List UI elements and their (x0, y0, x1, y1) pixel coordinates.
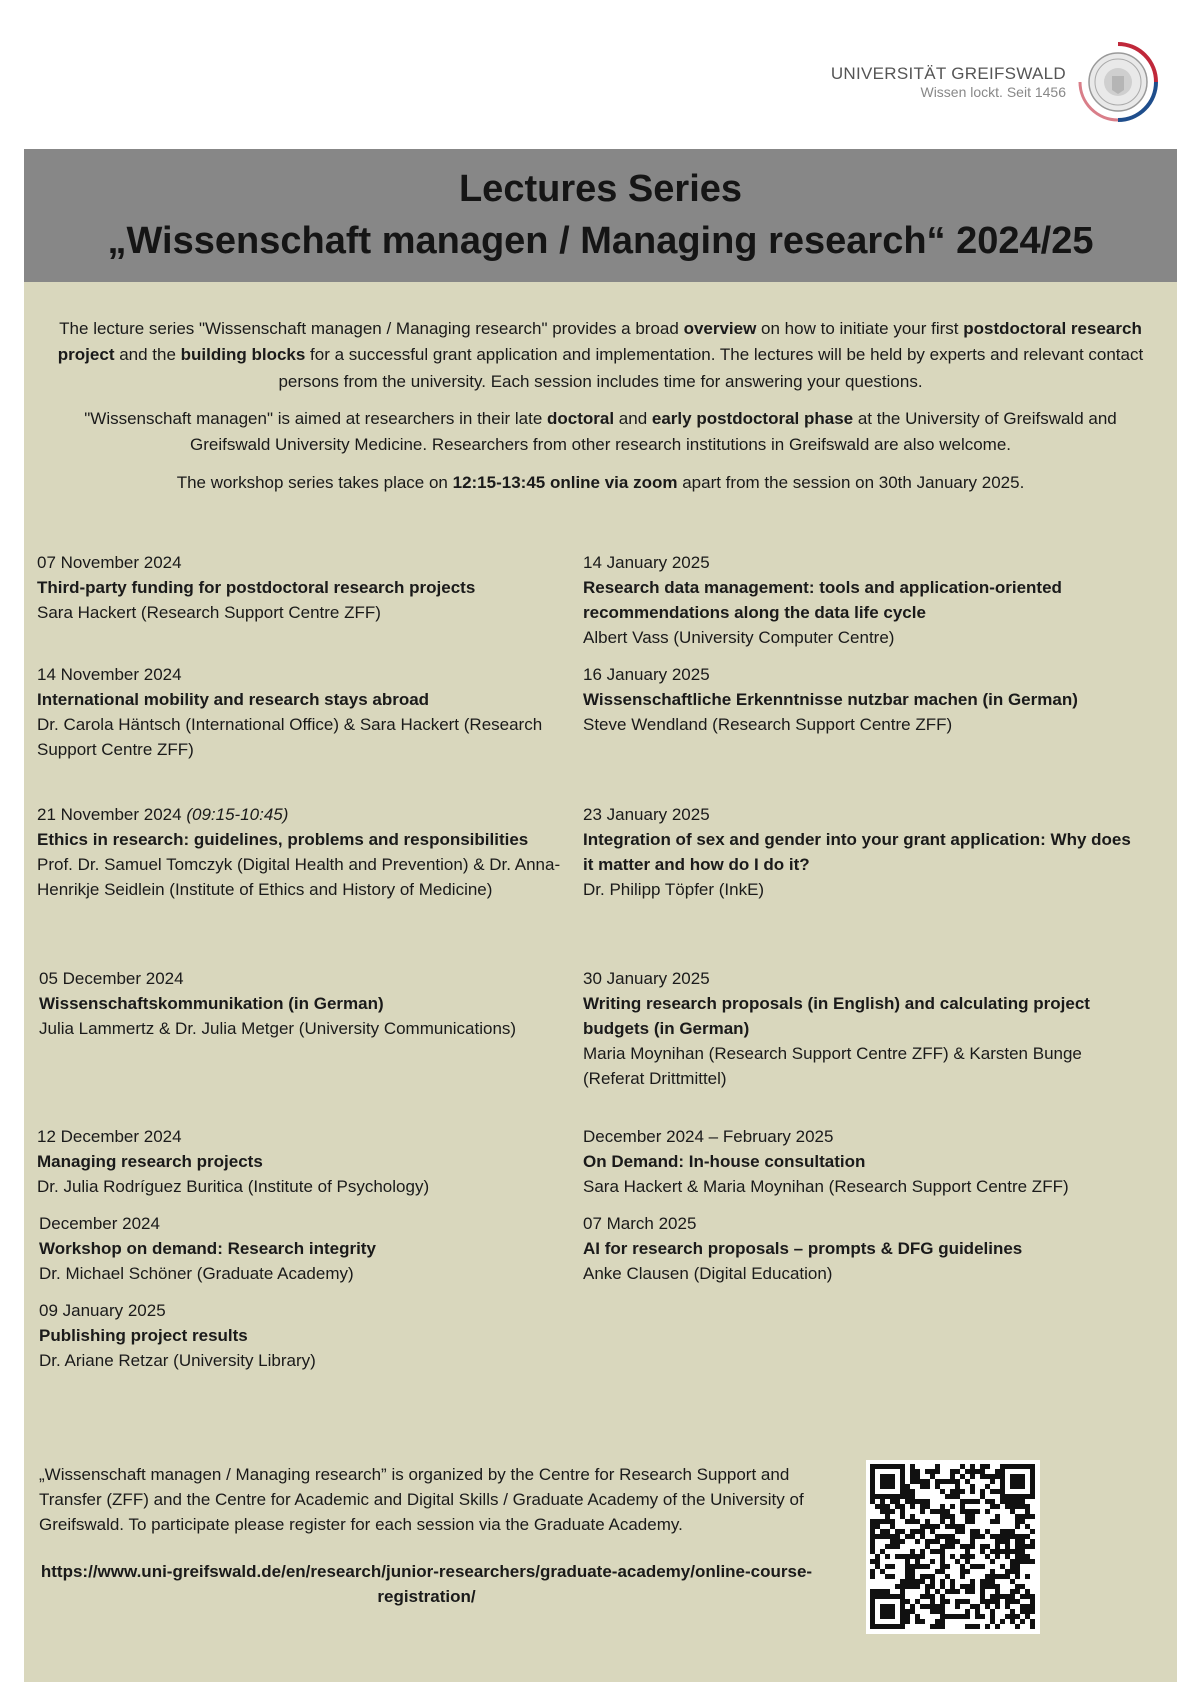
session-title: International mobility and research stays abroad (37, 690, 430, 709)
session-title: On Demand: In-house consultation (583, 1152, 866, 1171)
session-date: 07 November 2024 (37, 553, 182, 572)
session-title: Research data management: tools and application-oriented recommendations along the data life cycle (583, 578, 1062, 622)
session-date: 05 December 2024 (39, 969, 184, 988)
session-date (37, 802, 567, 827)
session-title: Writing research proposals (in English) and calculating project budgets (in German) (583, 994, 1090, 1038)
session-title: Integration of sex and gender into your grant application: Why does it matter and how do I do it? (583, 830, 1131, 874)
session-speaker: Dr. Julia Rodríguez Buritica (Institute of Psychology) (37, 1177, 430, 1196)
text: for a successful grant application and implementation. The lectures will be held by experts and relevant contact persons from the university. Each session includes time for answering your questions. (278, 345, 1144, 391)
session-item (583, 662, 1143, 737)
session-title: AI for research proposals – prompts & DFG guidelines (583, 1239, 1023, 1258)
session-item (39, 1211, 569, 1286)
session-date: 14 November 2024 (37, 665, 182, 684)
university-logo (831, 40, 1160, 124)
session-speaker: Dr. Michael Schöner (Graduate Academy) (39, 1264, 354, 1283)
session-date: 09 January 2025 (39, 1301, 166, 1320)
session-title: Ethics in research: guidelines, problems and responsibilities (37, 830, 529, 849)
session-speaker: Dr. Carola Häntsch (International Office) & Sara Hackert (Research Support Centre ZFF) (37, 715, 543, 759)
series-title: „Wissenschaft managen / Managing research“ 2024/25 (107, 219, 1094, 262)
text: The workshop series takes place on (176, 472, 453, 492)
session-item (39, 1298, 569, 1373)
registration-link[interactable]: https://www.uni-greifswald.de/en/research/junior-researchers/graduate-academy/online-course-registration/ (40, 1562, 813, 1606)
session-speaker: Sara Hackert (Research Support Centre ZFF) (37, 603, 381, 622)
intro-paragraph-3 (44, 470, 1157, 496)
title-banner (24, 149, 1177, 282)
session-speaker: Steve Wendland (Research Support Centre ZFF) (583, 715, 953, 734)
text: apart from the session on 30th January 2025. (677, 472, 1025, 492)
session-item (39, 966, 569, 1041)
text: "Wissenschaft managen" is aimed at researchers in their late (84, 409, 548, 429)
session-title: Third-party funding for postdoctoral research projects (37, 578, 476, 597)
session-date: December 2024 (39, 1214, 160, 1233)
session-date: December 2024 – February 2025 (583, 1127, 834, 1146)
emphasis: 12:15-13:45 online via zoom (452, 472, 678, 492)
session-date: 16 January 2025 (583, 665, 710, 684)
emphasis: doctoral (547, 409, 615, 429)
session-item (37, 802, 567, 902)
session-date: 30 January 2025 (583, 969, 710, 988)
organizer-note: „Wissenschaft managen / Managing research” is organized by the Centre for Research Support and Transfer (ZFF) and the Centre for Academic and Digital Skills / Graduate Academy of the University of Greifswald. To participate please register for each session via the Graduate Academy. (39, 1465, 804, 1534)
logo-tagline: Wissen lockt. Seit 1456 (920, 83, 1066, 100)
logo-text (831, 64, 1066, 100)
intro-paragraph-1 (44, 316, 1157, 395)
session-date: 12 December 2024 (37, 1127, 182, 1146)
seal-icon (1076, 40, 1160, 124)
session-item (37, 662, 567, 762)
text: at the University of Greifswald and Greifswald University Medicine. Researchers from other research institutions in Greifswald are also welcome. (189, 409, 1117, 455)
emphasis: overview (683, 319, 757, 338)
session-item (583, 1124, 1143, 1199)
text: The lecture series "Wissenschaft managen / Managing research" provides a broad (59, 319, 684, 338)
session-item (583, 966, 1143, 1091)
logo-name: UNIVERSITÄT GREIFSWALD (830, 64, 1066, 84)
session-time-note: (09:15-10:45) (186, 805, 289, 824)
session-date-text: 21 November 2024 (37, 805, 182, 824)
session-speaker: Julia Lammertz & Dr. Julia Metger (University Communications) (39, 1019, 517, 1038)
session-item (583, 550, 1143, 650)
emphasis: building blocks (180, 345, 306, 365)
session-speaker: Sara Hackert & Maria Moynihan (Research Support Centre ZFF) (583, 1177, 1069, 1196)
session-title: Managing research projects (37, 1152, 263, 1171)
session-item (583, 1211, 1143, 1286)
session-date: 14 January 2025 (583, 553, 710, 572)
session-speaker: Dr. Ariane Retzar (University Library) (39, 1351, 316, 1370)
qr-code-icon[interactable] (866, 1460, 1040, 1634)
emphasis: postdoctoral research project (57, 319, 1142, 365)
text: and (614, 409, 652, 429)
session-title: Wissenschaftskommunikation (in German) (39, 994, 384, 1013)
session-speaker: Anke Clausen (Digital Education) (583, 1264, 833, 1283)
intro-paragraph-2 (44, 406, 1157, 459)
text: and the (114, 345, 181, 365)
session-title: Wissenschaftliche Erkenntnisse nutzbar machen (in German) (583, 690, 1078, 709)
session-item (37, 550, 567, 625)
session-speaker: Prof. Dr. Samuel Tomczyk (Digital Health and Prevention) & Dr. Anna-Henrikje Seidlein (Institute of Ethics and History of Medicine) (37, 855, 561, 899)
session-speaker: Albert Vass (University Computer Centre) (583, 628, 895, 647)
session-item (37, 1124, 567, 1199)
session-date: 23 January 2025 (583, 805, 710, 824)
session-item (583, 802, 1143, 902)
session-date: 07 March 2025 (583, 1214, 697, 1233)
session-title: Publishing project results (39, 1326, 248, 1345)
content-panel (24, 282, 1177, 1682)
session-title: Workshop on demand: Research integrity (39, 1239, 376, 1258)
session-speaker: Maria Moynihan (Research Support Centre ZFF) & Karsten Bunge (Referat Drittmittel) (583, 1044, 1082, 1088)
text: on how to initiate your first (756, 319, 964, 338)
session-speaker: Dr. Philipp Töpfer (InkE) (583, 880, 765, 899)
emphasis: early postdoctoral phase (651, 409, 854, 429)
intro-section (44, 316, 1157, 507)
series-label: Lectures Series (458, 168, 743, 211)
